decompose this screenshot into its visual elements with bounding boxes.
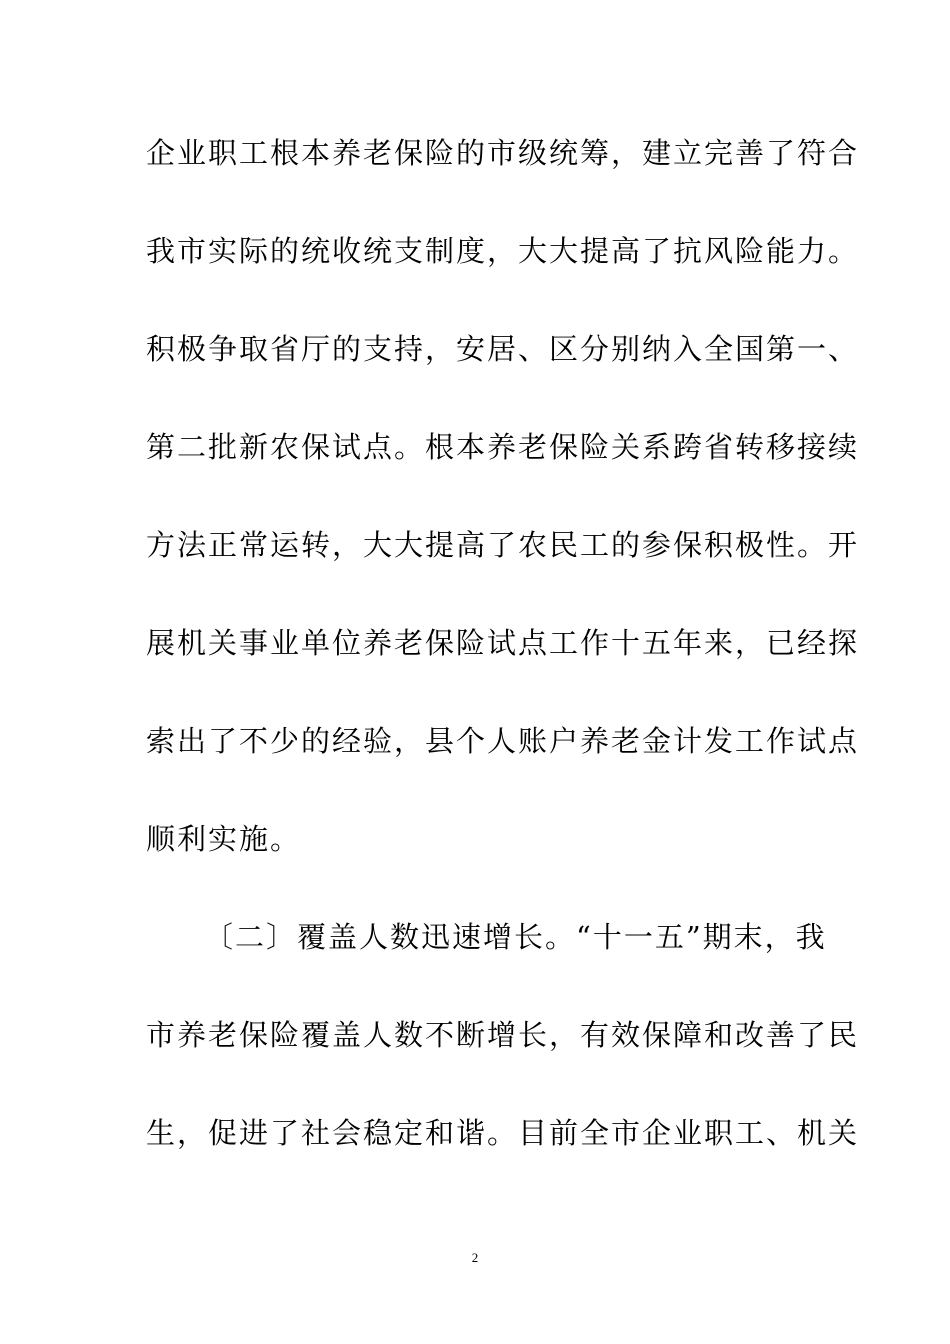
text-line-1: 企业职工根本养老保险的市级统筹，建立完善了符合 [146,136,860,170]
text-line-2: 我市实际的统收统支制度，大大提高了抗风险能力。 [146,234,860,268]
page-number: 2 [471,1250,479,1265]
text-line-9: 〔二〕覆盖人数迅速增长。“十一五”期末，我 [204,920,827,954]
text-line-7: 索出了不少的经验，县个人账户养老金计发工作试点 [146,724,860,758]
text-line-3: 积极争取省厅的支持，安居、区分别纳入全国第一、 [146,332,860,366]
text-line-11: 生，促进了社会稳定和谐。目前全市企业职工、机关 [146,1116,860,1150]
text-line-4: 第二批新农保试点。根本养老保险关系跨省转移接续 [146,430,860,464]
text-line-5: 方法正常运转，大大提高了农民工的参保积极性。开 [146,528,860,562]
text-line-6: 展机关事业单位养老保险试点工作十五年来，已经探 [146,626,860,660]
text-line-10: 市养老保险覆盖人数不断增长，有效保障和改善了民 [146,1018,860,1052]
text-line-8: 顺利实施。 [146,822,302,856]
